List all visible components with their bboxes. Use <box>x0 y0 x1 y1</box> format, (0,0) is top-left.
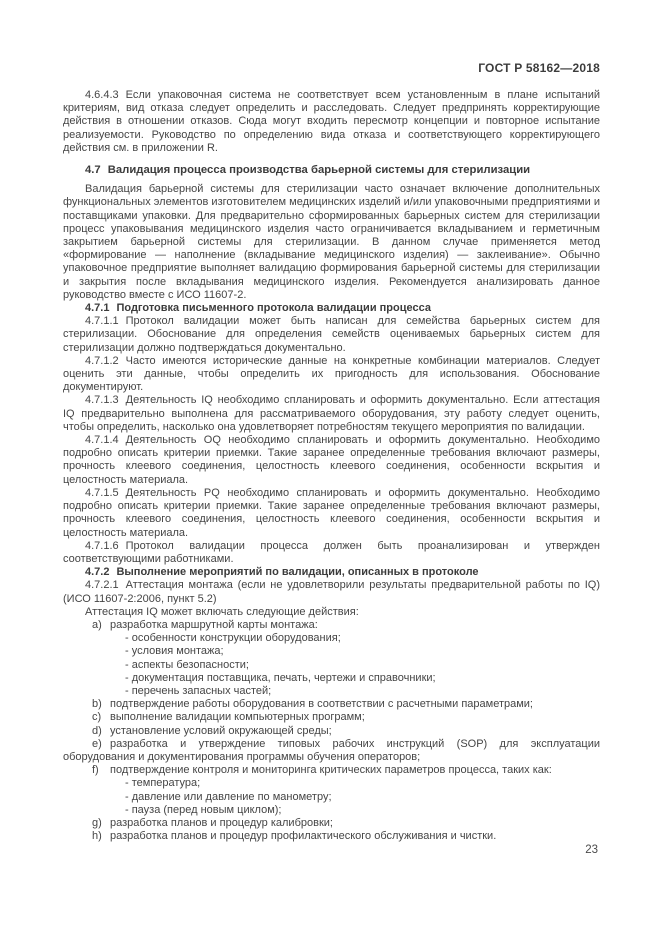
list-marker: g) <box>92 816 102 829</box>
sub-list-item: - документация поставщика, печать, чертежи и справочники; <box>125 671 436 684</box>
heading-4-7 <box>63 164 600 177</box>
list-item-b <box>63 698 600 711</box>
list-marker: b) <box>92 698 102 711</box>
clause-text: Деятельность PQ необходимо спланировать и оформить документально. Необходимо подробно описать критерии приемки. Такие заранее определенные требования включают размеры, прочность клеевого соединения, целостность клеевого соединения, особенности вскрытия и целостность материала. <box>63 486 600 539</box>
paragraph-4-6-4-3 <box>63 89 600 155</box>
sub-list-item: - особенности конструкции оборудования; <box>125 632 341 645</box>
paragraph-4-7-intro: Валидация барьерной системы для стерилизации часто означает включение дополнительных функциональных элементов изготовителем медицинских изделий и/или упаковочными предприятиями и поставщиками упаковки. Для предварительно сформированных барьерных систем для стерилизации процесс упаковывания медицинского изделия часто ограничивается вкладыванием и герметичным закрытием барьерной системы для стерилизации. В данном случае применяется метод «формирование — наполнение (вкладывание медицинского изделия) — заклеивание». Обычно упаковочное предприятие выполняет валидацию формирования барьерной системы для стерилизации и закрытия после вкладывания медицинского изделия. Рекомендуется анализировать данное руководство вместе с ИСО 11607-2. <box>63 183 600 301</box>
page-number: 23 <box>585 844 598 856</box>
list-item-text: разработка планов и процедур профилактического обслуживания и чистки. <box>110 830 497 843</box>
clause-number: 4.7.1.5 <box>85 486 119 499</box>
clause-number: 4.7.1.4 <box>85 434 119 447</box>
list-item-f <box>63 764 600 777</box>
sub-list-item: - температура; <box>125 777 201 790</box>
paragraph-4-7-1-1 <box>63 315 600 355</box>
clause-number: 4.7.1.6 <box>85 539 119 552</box>
list-marker: a) <box>92 618 102 631</box>
heading-title: Подготовка письменного протокола валидации процесса <box>116 302 431 315</box>
heading-number: 4.7 <box>85 164 101 177</box>
clause-number: 4.7.1.3 <box>85 394 119 407</box>
clause-text: Аттестация монтажа (если не удовлетворили результаты предварительной работы по IQ) (ИСО 11607-2:2006, пункт 5.2) <box>63 579 600 605</box>
sub-list-item: - аспекты безопасности; <box>125 658 249 671</box>
clause-text: Деятельность IQ необходимо спланировать и оформить документально. Если аттестация IQ предварительно выполнена для рассматриваемого оборудования, эту работу следует оценить, чтобы определить, насколько она удовлетворяет потребностям текущего мероприятия по валидации. <box>63 394 600 433</box>
paragraph-4-7-2-1 <box>63 579 600 605</box>
paragraph-4-7-1-5 <box>63 487 600 540</box>
clause-text: Часто имеются исторические данные на конкретные комбинации материалов. Следует оценить эти данные, чтобы определить их пригодность для использования. Обоснование документируют. <box>63 354 600 394</box>
list-item-text: выполнение валидации компьютерных программ; <box>110 711 365 724</box>
sub-list-item: - перечень запасных частей; <box>125 684 272 697</box>
sub-list-item: - условия монтажа; <box>125 645 224 658</box>
clause-number: 4.7.1.1 <box>85 315 119 328</box>
paragraph-4-7-1-6 <box>63 540 600 566</box>
clause-text: Протокол валидации может быть написан для семейства барьерных систем для стерилизации. Обоснование для определения семейств оцениваемых барьерных систем для стерилизации должно подтверждаться документально. <box>63 315 600 354</box>
clause-number: 4.7.2.1 <box>85 579 119 592</box>
clause-number: 4.6.4.3 <box>85 89 119 101</box>
clause-text: Деятельность OQ необходимо спланировать и оформить документально. Необходимо подробно описать критерии приемки. Такие заранее определенные требования включают размеры, прочность клеевого соединения, целостность клеевого соединения, особенности вскрытия и целостность материала. <box>63 434 600 486</box>
list-marker: f) <box>92 764 99 777</box>
list-item-text: разработка планов и процедур калибровки; <box>110 816 333 829</box>
list-item-d <box>63 725 600 738</box>
list-item-text: подтверждение контроля и мониторинга критических параметров процесса, таких как: <box>110 764 552 777</box>
paragraph-4-7-1-4 <box>63 434 600 487</box>
list-item-text: разработка маршрутной карты монтажа: <box>110 618 318 631</box>
list-item-g <box>63 817 600 830</box>
heading-4-7-1 <box>63 302 600 315</box>
clause-text: Если упаковочная система не соответствует всем установленным в плане испытаний критериям, вид отказа следует определить и расследовать. Следует предпринять корректирующие действия в отношении отказов. Сюда могут входить пересмотр концепции и повторное испытание реализуемости. Руководство по определению вида отказа и соответствующего корректирующего действия см. в приложении R. <box>63 89 600 154</box>
heading-number: 4.7.2 <box>85 566 110 579</box>
clause-number: 4.7.1.2 <box>85 354 119 367</box>
clause-text: Протокол валидации процесса должен быть проанализирован и утвержден соответствующими работниками. <box>63 539 600 565</box>
list-item-text: установление условий окружающей среды; <box>110 724 332 737</box>
list-marker: d) <box>92 724 102 737</box>
paragraph-4-7-1-2 <box>63 355 600 395</box>
heading-4-7-2 <box>63 566 600 579</box>
heading-title: Выполнение мероприятий по валидации, описанных в протоколе <box>116 566 479 579</box>
document-body <box>63 89 600 843</box>
paragraph-4-7-1-3 <box>63 394 600 434</box>
list-item-text: разработка и утверждение типовых рабочих инструкций (SOP) для эксплуатации оборудования и документирования программы обучения операторов; <box>63 737 600 763</box>
list-marker: c) <box>92 711 102 724</box>
list-item-text: подтверждение работы оборудования в соответствии с расчетными параметрами; <box>110 698 533 711</box>
list-marker: e) <box>92 737 102 750</box>
sub-list-item: - давление или давление по манометру; <box>125 790 332 803</box>
heading-number: 4.7.1 <box>85 302 110 315</box>
list-item-h <box>63 830 600 843</box>
list-item-e <box>63 738 600 764</box>
heading-title: Валидация процесса производства барьерной системы для стерилизации <box>107 164 531 177</box>
list-marker: h) <box>92 830 102 843</box>
paragraph-iq-intro: Аттестация IQ может включать следующие действия: <box>85 605 359 618</box>
document-header: ГОСТ Р 58162—2018 <box>478 61 600 75</box>
list-item-a <box>63 619 600 632</box>
list-item-c <box>63 711 600 724</box>
sub-list-item: - пауза (перед новым циклом); <box>125 803 282 816</box>
